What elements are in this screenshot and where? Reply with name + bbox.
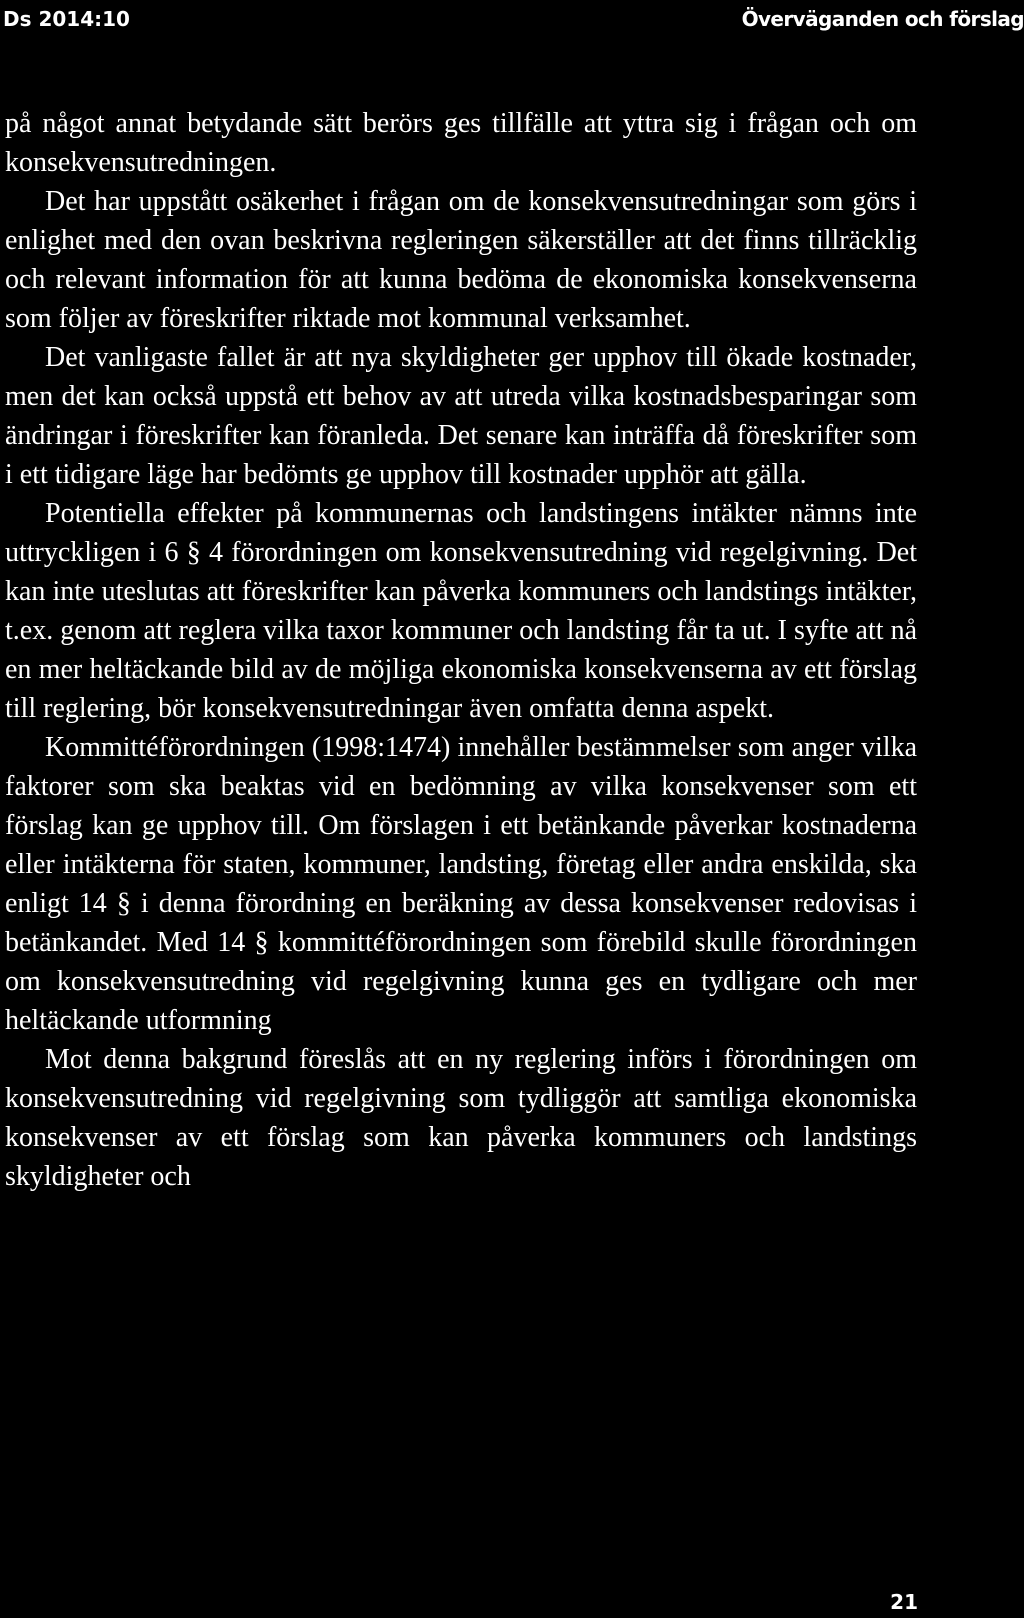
section-title: Överväganden och förslag bbox=[741, 7, 1024, 31]
body-text bbox=[5, 104, 917, 1196]
paragraph: Det har uppstått osäkerhet i frågan om de konsekvensutredningar som görs i enlighet med den ovan beskrivna regleringen säkerställer att det finns tillräcklig och relevant information för att kunna bedöma de ekonomiska konsekvenserna som följer av föreskrifter riktade mot kommunal verksamhet. bbox=[5, 186, 917, 334]
paragraph: Det vanligaste fallet är att nya skyldigheter ger upphov till ökade kostnader, men det kan också uppstå ett behov av att utreda vilka kostnadsbesparingar som ändringar i föreskrifter kan föranleda. Det senare kan inträffa då föreskrifter som i ett tidigare läge har bedömts ge upphov till kostnader upphör att gälla. bbox=[5, 342, 917, 490]
paragraph: Mot denna bakgrund föreslås att en ny reglering införs i förordningen om konsekvensutredning vid regelgivning som tydliggör att samtliga ekonomiska konsekvenser av ett förslag som kan påverka kommuners och landstings skyldigheter och bbox=[5, 1044, 917, 1192]
paragraph: Potentiella effekter på kommunernas och landstingens intäkter nämns inte uttryckligen i 6 § 4 förordningen om konsekvensutredning vid regelgivning. Det kan inte uteslutas att föreskrifter kan påverka kommuners och landstings intäkter, t.ex. genom att reglera vilka taxor kommuner och landsting får ta ut. I syfte att nå en mer heltäckande bild av de möjliga ekonomiska konsekvenserna av ett förslag till reglering, bör konsekvensutredningar även omfatta denna aspekt. bbox=[5, 498, 917, 724]
running-header bbox=[0, 4, 1024, 34]
page-number: 21 bbox=[890, 1590, 918, 1614]
document-reference: Ds 2014:10 bbox=[3, 7, 130, 31]
paragraph: Kommittéförordningen (1998:1474) innehåller bestämmelser som anger vilka faktorer som ska beaktas vid en bedömning av vilka konsekvenser som ett förslag kan ge upphov till. Om förslagen i ett betänkande påverkar kostnaderna eller intäkterna för staten, kommuner, landsting, företag eller andra enskilda, ska enligt 14 § i denna förordning en beräkning av dessa konsekvenser redovisas i betänkandet. Med 14 § kommittéförordningen som förebild skulle förordningen om konsekvensutredning vid regelgivning kunna ges en tydligare och mer heltäckande utformning bbox=[5, 732, 917, 1036]
paragraph-continuation: på något annat betydande sätt berörs ges tillfälle att yttra sig i frågan och om konsekvensutredningen. bbox=[5, 108, 917, 178]
